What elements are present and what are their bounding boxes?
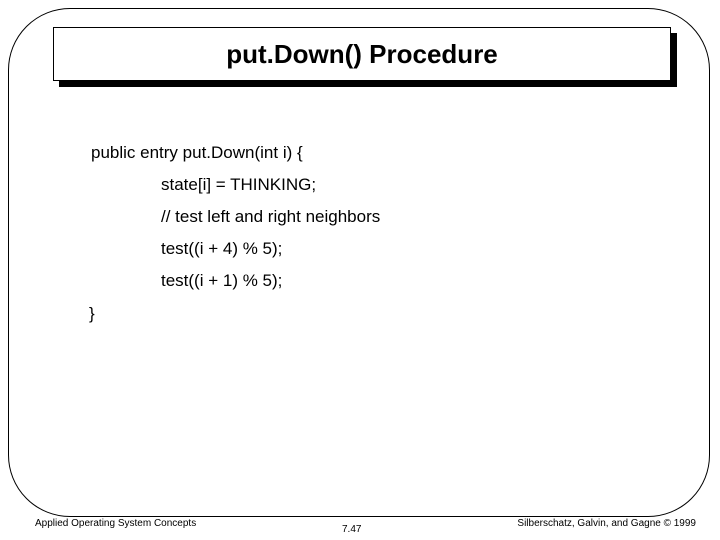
footer-page-number: 7.47: [342, 524, 362, 535]
code-line-test-right: test((i + 1) % 5);: [161, 271, 283, 290]
code-line-signature: public entry put.Down(int i) {: [91, 143, 303, 162]
title-box: [53, 27, 671, 81]
code-line-test-left: test((i + 4) % 5);: [161, 239, 283, 258]
footer-copyright: Silberschatz, Galvin, and Gagne © 1999: [517, 518, 696, 529]
slide-title: put.Down() Procedure: [226, 39, 498, 69]
code-line-comment: // test left and right neighbors: [161, 207, 381, 226]
code-line-closing-brace: }: [89, 304, 95, 323]
code-line-state: state[i] = THINKING;: [161, 175, 317, 194]
footer-course-title: Applied Operating System Concepts: [35, 518, 197, 529]
